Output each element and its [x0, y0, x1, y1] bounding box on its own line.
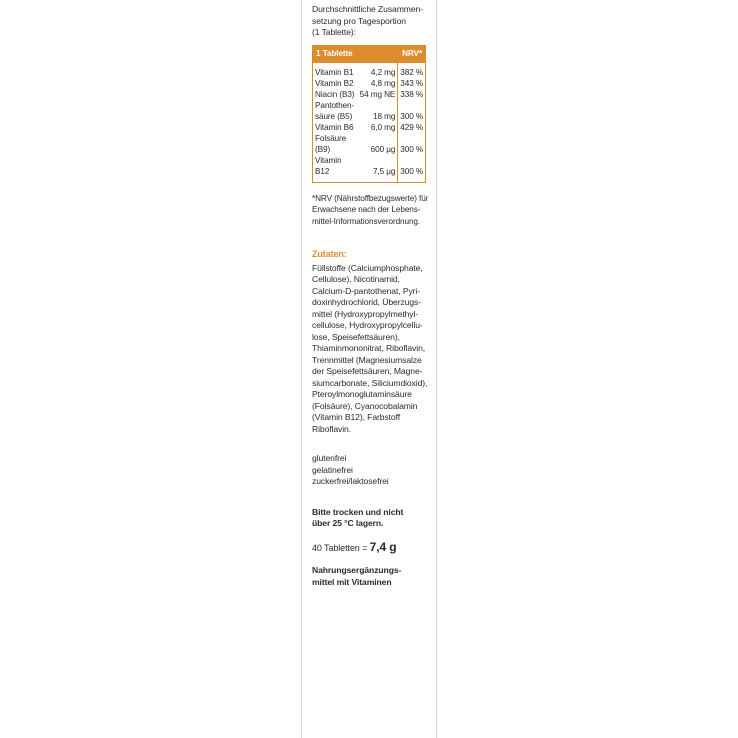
ingredients-line: lose, Speisefettsäuren),: [312, 331, 400, 342]
ingredients-line: doxinhydrochlorid, Überzugs-: [312, 297, 421, 307]
nutrient-amount: 7,5 µg: [372, 166, 396, 176]
ingredients-line: (Vitamin B12), Farbstoff: [312, 412, 401, 422]
nutrient-name: Vitamin B1: [315, 67, 354, 77]
table-row: [313, 111, 426, 122]
storage-instructions: [312, 507, 430, 530]
nutrient-name: Folsäure (B9): [315, 133, 347, 154]
label-content: [312, 4, 430, 588]
table-header-row: [313, 45, 426, 63]
table-row: [313, 133, 426, 155]
nutrient-nrv: [398, 100, 426, 111]
free-from-item: zuckerfrei/laktosefrei: [312, 476, 389, 486]
ingredients-line: Füllstoffe (Calciumphosphate,: [312, 262, 423, 273]
ingredients-line: mittel (Hydroxypropylmethyl-: [312, 308, 419, 319]
free-from-item: gelatinefrei: [312, 464, 353, 475]
nutrient-nrv: 429 %: [398, 122, 426, 133]
free-from-list: [312, 453, 430, 488]
nutrient-nrv: 300 %: [398, 111, 426, 122]
ingredients-line: cellulose, Hydroxypropylcellu-: [312, 320, 423, 330]
table-header-nrv: NRV*: [398, 45, 426, 63]
ingredients-heading: Zutaten:: [312, 249, 347, 259]
ingredients-line: (Folsäure), Cyanocobalamin: [312, 400, 418, 411]
nutrient-nrv: 300 %: [398, 133, 426, 155]
ingredients-line: Riboflavin.: [312, 423, 352, 434]
nutrient-nrv: 338 %: [398, 89, 426, 100]
nutrient-nrv: 382 %: [398, 63, 426, 78]
intro-line: setzung pro Tagesportion: [312, 15, 406, 26]
table-header-portion: 1 Tablette: [313, 45, 398, 63]
nutrient-amount: 18 mg: [373, 111, 396, 121]
table-row: [313, 89, 426, 100]
table-row: [313, 78, 426, 89]
count-label: 40 Tabletten =: [312, 542, 370, 553]
ingredients-line: Cellulose), Nicotinamid,: [312, 274, 400, 284]
nutrient-nrv: 343 %: [398, 78, 426, 89]
intro-line: (1 Tablette):: [312, 27, 356, 37]
nutrient-amount: 600 µg: [370, 144, 396, 154]
net-weight: 7,4 g: [369, 539, 397, 554]
ingredients-line: Trennmittel (Magnesiumsalze: [312, 354, 422, 365]
nutrient-name: Pantothen-: [315, 100, 355, 110]
nutrition-table: [312, 45, 426, 183]
product-type-line: mittel mit Vitaminen: [312, 576, 392, 587]
package-count: [312, 539, 430, 555]
ingredients-line: Pteroylmonoglutaminsäure: [312, 389, 412, 399]
table-row: [313, 155, 426, 183]
table-row: [313, 63, 426, 78]
footnote-line: mittel-Informationsverordnung.: [312, 216, 421, 226]
ingredients-line: der Speisefettsäuren, Magne-: [312, 366, 423, 376]
ingredients-line: Calcium-D-pantothenat, Pyri-: [312, 285, 421, 296]
nutrient-amount: [358, 100, 398, 111]
free-from-item: glutenfrei: [312, 453, 347, 463]
storage-line: Bitte trocken und nicht: [312, 506, 404, 517]
ingredients-line: siumcarbonate, Siliciumdioxid),: [312, 377, 428, 388]
package-side-panel: [301, 0, 437, 738]
storage-line: über 25 °C lagern.: [312, 518, 384, 528]
nutrient-name: Vitamin B6: [315, 122, 354, 132]
nutrient-name: säure (B5): [315, 111, 353, 121]
footnote-line: Erwachsene nach der Lebens-: [312, 205, 421, 214]
nutrient-amount: 4,2 mg: [370, 67, 396, 77]
footnote-line: *NRV (Nährstoffbezugswerte) für: [312, 193, 429, 203]
intro-line: Durchschnittliche Zusammen-: [312, 4, 423, 14]
nutrient-name: Niacin (B3): [315, 89, 355, 99]
nutrient-amount: 4,8 mg: [370, 78, 396, 88]
nrv-footnote: [312, 193, 430, 228]
nutrient-amount: 54 mg NE: [359, 89, 396, 99]
ingredients-text: [312, 263, 430, 436]
intro-text: [312, 4, 430, 39]
nutrient-name: Vitamin B2: [315, 78, 354, 88]
nutrient-amount: 6,0 mg: [370, 122, 396, 132]
table-row: [313, 100, 426, 111]
table-row: [313, 122, 426, 133]
product-type-line: Nahrungsergänzungs-: [312, 565, 402, 575]
nutrient-nrv: 300 %: [398, 155, 426, 183]
ingredients-line: Thiaminmononitrat, Riboflavin,: [312, 343, 426, 353]
product-type: [312, 565, 430, 588]
nutrient-name: Vitamin B12: [315, 155, 342, 176]
